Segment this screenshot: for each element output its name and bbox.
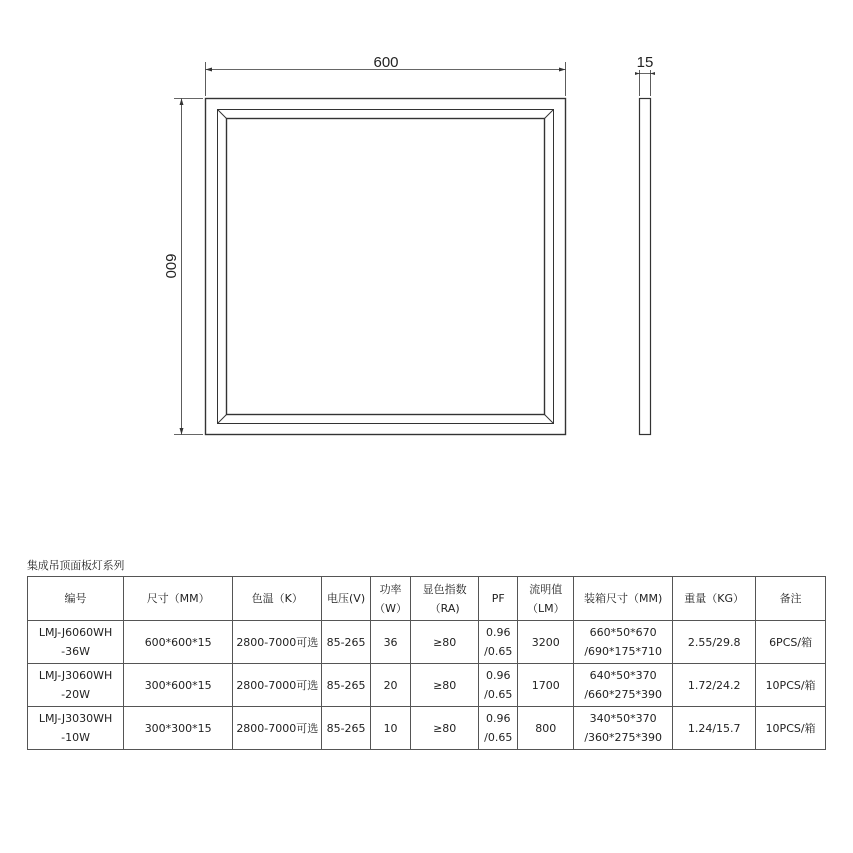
header-color-temp: 色温（K） — [233, 577, 322, 621]
cell-power: 10 — [370, 707, 410, 750]
cell-size: 300*300*15 — [124, 707, 233, 750]
header-lumen: 流明值 （LM） — [518, 577, 574, 621]
header-remark: 备注 — [756, 577, 826, 621]
cell-color-temp: 2800-7000可选 — [233, 664, 322, 707]
cell-size: 600*600*15 — [124, 621, 233, 664]
cell-cri: ≥80 — [411, 621, 479, 664]
cell-packing-size: 340*50*370 /360*275*390 — [574, 707, 673, 750]
table-row — [28, 707, 826, 750]
panel-inner-frame — [227, 119, 545, 415]
table-row — [28, 621, 826, 664]
cell-cri: ≥80 — [411, 664, 479, 707]
cell-pf: 0.96 /0.65 — [479, 664, 518, 707]
cell-weight: 1.72/24.2 — [673, 664, 756, 707]
cell-remark: 6PCS/箱 — [756, 621, 826, 664]
cell-model: LMJ-J3030WH -10W — [28, 707, 124, 750]
cell-size: 300*600*15 — [124, 664, 233, 707]
header-voltage: 电压(V) — [322, 577, 371, 621]
panel-side-view — [640, 99, 651, 435]
panel-mid-frame — [218, 110, 554, 424]
cell-model: LMJ-J3060WH -20W — [28, 664, 124, 707]
table-row — [28, 664, 826, 707]
cell-power: 36 — [370, 621, 410, 664]
cell-pf: 0.96 /0.65 — [479, 707, 518, 750]
cell-lumen: 1700 — [518, 664, 574, 707]
header-power: 功率 （W） — [370, 577, 410, 621]
width-label: 600 — [373, 54, 399, 71]
cell-voltage: 85-265 — [322, 664, 371, 707]
cell-lumen: 800 — [518, 707, 574, 750]
header-packing-size: 装箱尺寸（MM) — [574, 577, 673, 621]
cell-model: LMJ-J6060WH -36W — [28, 621, 124, 664]
cell-remark: 10PCS/箱 — [756, 707, 826, 750]
cell-weight: 1.24/15.7 — [673, 707, 756, 750]
header-size: 尺寸（MM） — [124, 577, 233, 621]
depth-dimension — [635, 70, 655, 96]
cell-packing-size: 640*50*370 /660*275*390 — [574, 664, 673, 707]
panel-corner-bevels — [218, 110, 554, 424]
cell-voltage: 85-265 — [322, 707, 371, 750]
header-weight: 重量（KG） — [673, 577, 756, 621]
cell-voltage: 85-265 — [322, 621, 371, 664]
cell-packing-size: 660*50*670 /690*175*710 — [574, 621, 673, 664]
header-cri: 显色指数 （RA) — [411, 577, 479, 621]
cell-lumen: 3200 — [518, 621, 574, 664]
table-title: 集成吊顶面板灯系列 — [27, 559, 125, 572]
header-model: 编号 — [28, 577, 124, 621]
height-label: 600 — [162, 253, 179, 279]
depth-label: 15 — [636, 54, 654, 71]
cell-cri: ≥80 — [411, 707, 479, 750]
cell-pf: 0.96 /0.65 — [479, 621, 518, 664]
cell-color-temp: 2800-7000可选 — [233, 621, 322, 664]
cell-weight: 2.55/29.8 — [673, 621, 756, 664]
cell-power: 20 — [370, 664, 410, 707]
header-pf: PF — [479, 577, 518, 621]
panel-outer-frame — [206, 99, 566, 435]
cell-color-temp: 2800-7000可选 — [233, 707, 322, 750]
cell-remark: 10PCS/箱 — [756, 664, 826, 707]
spec-table — [27, 576, 826, 750]
table-header-row — [28, 577, 826, 621]
